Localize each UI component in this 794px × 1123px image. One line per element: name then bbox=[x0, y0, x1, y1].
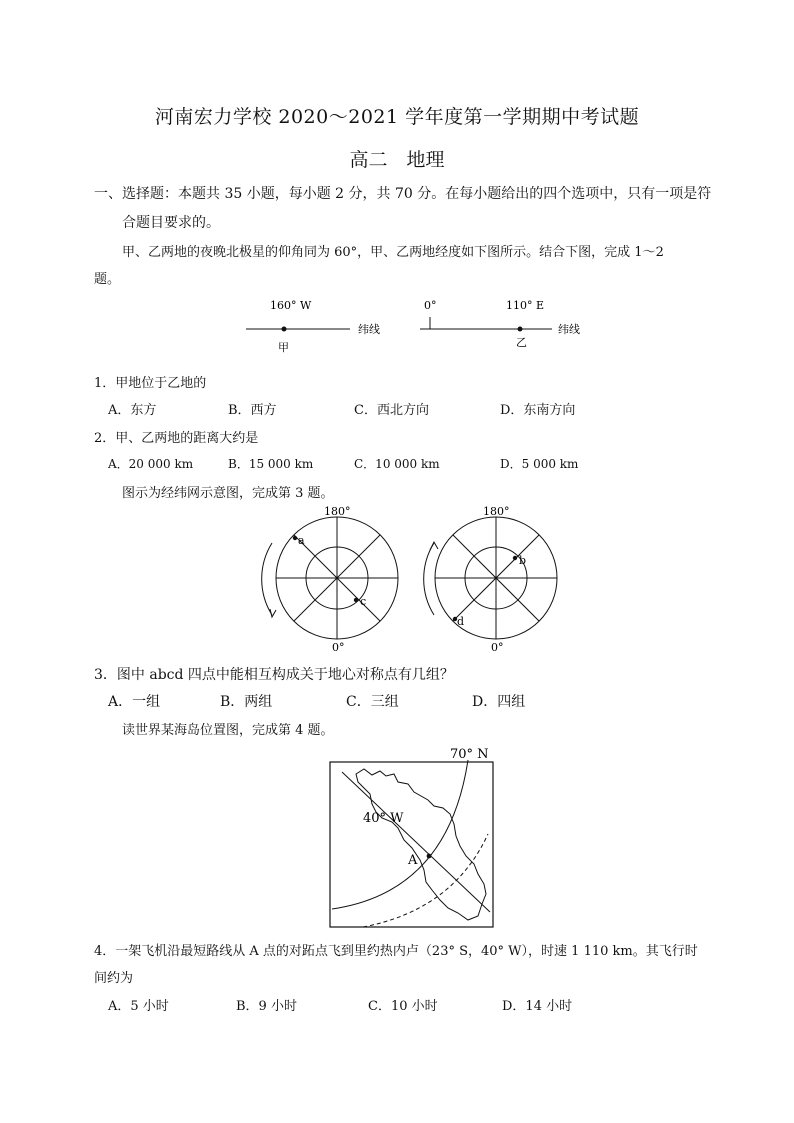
exam-title: 河南宏力学校 2020～2021 学年度第一学期期中考试题 bbox=[154, 106, 640, 128]
section-intro-line2: 合题目要求的。 bbox=[122, 215, 220, 231]
q4-option-b[interactable]: B．9 小时 bbox=[236, 999, 297, 1014]
q1-option-d[interactable]: D．东南方向 bbox=[500, 403, 576, 418]
point-yi-label: 乙 bbox=[516, 336, 527, 349]
right-line-label: 纬线 bbox=[558, 323, 580, 336]
stem-4: 读世界某海岛位置图，完成第 4 题。 bbox=[122, 723, 334, 738]
lon-label: 40° W bbox=[363, 811, 404, 826]
stem-1-line2: 题。 bbox=[94, 272, 121, 287]
left-lon-label: 160° W bbox=[270, 299, 312, 312]
map-frame bbox=[330, 762, 493, 927]
lat-label: 70° N bbox=[450, 747, 489, 762]
q4-option-a[interactable]: A．5 小时 bbox=[108, 999, 169, 1014]
left-polar-map bbox=[262, 505, 398, 654]
section-intro-line1: 一、选择题：本题共 35 小题，每小题 2 分，共 70 分。在每小题给出的四个选项中，只有一项是符 bbox=[94, 186, 712, 202]
point-a bbox=[293, 536, 297, 540]
q4-option-d[interactable]: D．14 小时 bbox=[502, 999, 573, 1014]
island-map bbox=[328, 742, 498, 930]
q1-text: 1．甲地位于乙地的 bbox=[94, 376, 207, 391]
q4-line1: 4．一架飞机沿最短路线从 A 点的对跖点飞到里约热内卢（23° S，40° W），时速 1 110 km。其飞行时 bbox=[94, 944, 698, 959]
q2-option-c[interactable]: C．10 000 km bbox=[354, 457, 440, 471]
q1-option-c[interactable]: C．西北方向 bbox=[354, 403, 429, 418]
right-polar-map bbox=[424, 505, 557, 654]
q1-option-a[interactable]: A．东方 bbox=[108, 403, 157, 418]
rotation-arrow-left bbox=[270, 609, 276, 617]
longitude-figure bbox=[240, 296, 600, 356]
q4-option-c[interactable]: C．10 小时 bbox=[368, 999, 438, 1014]
q2-option-b[interactable]: B．15 000 km bbox=[228, 457, 314, 471]
q3-option-a[interactable]: A．一组 bbox=[108, 694, 161, 710]
q3-option-d[interactable]: D．四组 bbox=[472, 694, 526, 710]
q1-option-b[interactable]: B．西方 bbox=[228, 403, 277, 418]
graticule-figure bbox=[250, 505, 570, 657]
point-c bbox=[354, 598, 358, 602]
zero-lon-label: 0° bbox=[424, 299, 437, 312]
stem-1-line1: 甲、乙两地的夜晚北极星的仰角同为 60°，甲、乙两地经度如下图所示。结合下图，完成 1～2 bbox=[122, 245, 664, 260]
point-d-label: d bbox=[457, 615, 465, 628]
left-line-label: 纬线 bbox=[358, 323, 380, 336]
exam-subtitle: 高二 地理 bbox=[349, 149, 445, 171]
point-a-label: a bbox=[298, 534, 305, 547]
point-c-label: c bbox=[360, 595, 367, 608]
q2-text: 2．甲、乙两地的距离大约是 bbox=[94, 431, 259, 446]
point-b-label: b bbox=[519, 554, 527, 567]
left-bottom-label: 0° bbox=[332, 641, 345, 654]
q3-text: 3．图中 abcd 四点中能相互构成关于地心对称点有几组？ bbox=[94, 667, 454, 683]
q2-option-d[interactable]: D．5 000 km bbox=[500, 457, 579, 471]
left-top-label: 180° bbox=[324, 505, 351, 518]
point-a bbox=[427, 854, 432, 859]
stem-3: 图示为经纬网示意图，完成第 3 题。 bbox=[122, 486, 334, 501]
point-yi bbox=[518, 327, 523, 332]
point-jia-label: 甲 bbox=[278, 341, 289, 354]
q3-option-c[interactable]: C．三组 bbox=[346, 694, 399, 710]
point-b bbox=[513, 556, 517, 560]
q2-option-a[interactable]: A．20 000 km bbox=[108, 457, 194, 471]
right-top-label: 180° bbox=[483, 505, 510, 518]
right-bottom-label: 0° bbox=[491, 641, 504, 654]
q3-option-b[interactable]: B．两组 bbox=[220, 694, 273, 710]
point-jia bbox=[282, 327, 287, 332]
q4-line2: 间约为 bbox=[94, 971, 134, 986]
right-lon-label: 110° E bbox=[506, 299, 545, 312]
point-a-label: A bbox=[408, 853, 418, 868]
